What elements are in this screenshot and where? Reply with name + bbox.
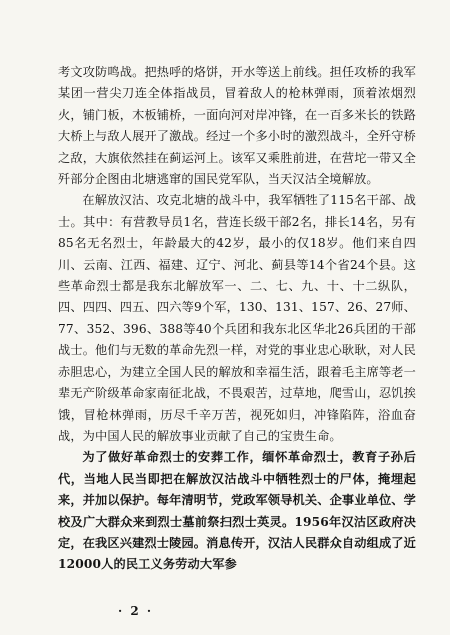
page-number: · 2 · bbox=[118, 604, 154, 618]
paragraph-2: 在解放汉沽、攻克北塘的战斗中，我军牺牲了115名干部、战士。其中：有营教导员1名，营连长级干部2名，排长14名，另有85名无名烈士，年龄最大的42岁，最小的仅18岁。他们来自四川、云南、江西、福建、辽宁、河北、蓟县等14个省24个县。这些革命烈士都是我东北解放军一、二、七、九、十、十二纵队，四、四四、四五、四六等9个军，130、131、157、26、27师、77、352、396、388等40个兵团和我东北区华北26兵团的干部战士。他们与无数的革命先烈一样，对党的事业忠心耿耿，对人民赤胆忠心，为建立全国人民的解放和幸福生活，跟着毛主席等老一辈无产阶级革命家南征北战，不畏艰苦，过草地，爬雪山，忍饥挨饿，冒枪林弹雨，历尽千辛万苦，视死如归，冲锋陷阵，浴血奋战，为中国人民的解放事业贡献了自己的宝贵生命。 bbox=[58, 193, 416, 443]
paragraph-1: 考文攻防鸣战。把热呼的烙饼，开水等送上前线。担任攻桥的我军某团一营尖刀连全体指战员，冒着敌人的枪林弹雨，顶着浓烟烈火，铺门板，木板铺桥，一面向河对岸冲锋，在一百多米长的铁路大桥上与敌人展开了激战。经过一个多小时的激烈战斗，全歼守桥之敌，大旗依然挂在蓟运河上。该军又乘胜前进，在营坨一带又全歼部分企图由北塘逃窜的国民党军队，当天汉沽全境解放。 bbox=[58, 65, 416, 187]
paragraph-3: 为了做好革命烈士的安葬工作，缅怀革命烈士，教育子孙后代，当地人民当即把在解放汉沽战斗中牺牲烈士的尸体，掩埋起来，并加以保护。每年清明节，党政军领导机关、企事业单位、学校及广大群众来到烈士墓前祭扫烈士英灵。1956年汉沽区政府决定，在我区兴建烈士陵园。消息传开，汉沽人民群众自动组成了近12000人的民工义务劳动大军参 bbox=[58, 450, 416, 572]
